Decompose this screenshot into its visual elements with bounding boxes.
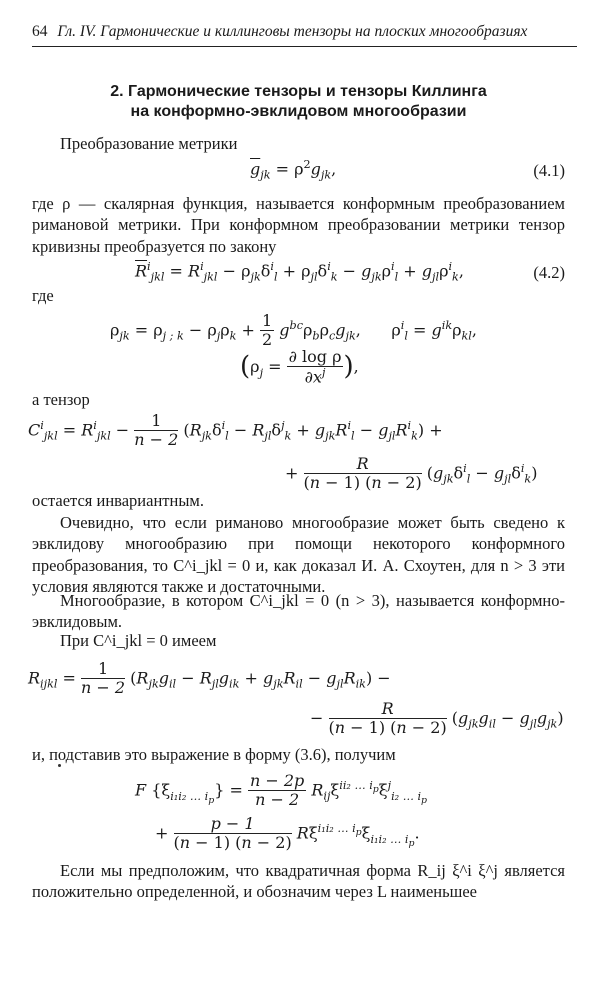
equation-form-line2: + $\frac{p - 1}{(n - 1) (n - 2)}$ $R\xi^{i_1i_2 \dots i_p}\xi_{i_1i_2 \dots i_p}$. xyxy=(155,814,420,853)
paragraph-positive-definite: Если мы предположим, что квадратичная форма R_ij ξ^i ξ^j является положительно определенной, и обозначим через L наименьшее xyxy=(32,861,565,902)
paragraph-intro: Преобразование метрики xyxy=(60,134,238,153)
equation-4-2: $\overline{R}^i_{jkl} = R^i_{jkl} - \rho_{jk}\delta^i_l + \rho_{jl}\delta^i_k - g_{jk}\rho^i_l + g_{jl}\rho^i_k$, xyxy=(135,260,464,284)
text-invariant: остается инвариантным. xyxy=(32,491,204,510)
running-title: Гл. IV. Гармонические и киллинговы тензоры на плоских многообразиях xyxy=(57,23,528,40)
equation-weyl-line1: $C^i_{jkl} = R^i_{jkl}$ − $\frac{1}{n - 2}$ $(R_{jk}\delta^i_l - R_{jl}\delta^j_k + g_{jk}R^i_l - g_{jl}R^i_k)$ + xyxy=(28,411,443,450)
paragraph-zero-weyl: При C^i_jkl = 0 имеем xyxy=(60,631,217,650)
equation-number-4-1: (4.1) xyxy=(533,161,565,180)
equation-rho-j: ($\rho_j$ = $\frac{\text{∂ log ρ}}{\partial x^j}$ ), xyxy=(240,347,359,387)
ink-dot xyxy=(58,764,61,767)
page-number: 64 xyxy=(32,23,48,40)
equation-number-4-2: (4.2) xyxy=(533,263,565,282)
text-gde: где xyxy=(32,286,54,305)
paragraph-definition: Многообразие, в котором C^i_jkl = 0 (n > 3), называется конформно-эвклидовым. xyxy=(32,591,565,632)
text-a-tenzor: а тензор xyxy=(32,390,90,409)
paragraph-conformal: где ρ — скалярная функция, называется конформным преобразованием римановой метрики. При конформном преобразовании метрики тензор кривизны преобразуется по закону xyxy=(32,194,565,256)
paragraph-schouten: Очевидно, что если риманово многообразие может быть сведено к эвклидову многообразию при помощи некоторого конформного преобразования, то C^i_jkl = 0 и, как доказал И. А. Схоутен, для n > 3 эти условия являются также и достаточными. xyxy=(32,513,565,597)
section-title-line2: на конформно-эвклидовом многообразии xyxy=(130,103,467,120)
section-title xyxy=(40,82,557,122)
paragraph-substitute: и, подставив это выражение в форму (3.6), получим xyxy=(32,745,396,764)
running-header xyxy=(32,22,577,47)
section-title-line1: 2. Гармонические тензоры и тензоры Киллинга xyxy=(110,83,487,100)
equation-form-line1: F $\{\xi_{i_1i_2 \dots i_p}\}$ = $\frac{n - 2p}{n - 2}$ $R_{ij}\xi^{ii_2 \dots i_p}\xi^j_{i_2 \dots i_p}$ xyxy=(135,771,428,810)
equation-4-1: $\overline{g}_{jk} = \rho^2g_{jk}$, xyxy=(250,158,337,182)
equation-rho-jk: $\rho_{jk} = \rho_{j ; k} - \rho_j\rho_k$ + $\frac{1}{2}$ $g^{bc}\rho_b\rho_cg_{jk}$, $\rho^i_l = g^{ik}\rho_{kl}$, xyxy=(110,311,477,350)
equation-riemann-line2: − $\frac{R}{(n - 1) (n - 2)}$ $(g_{jk}g_{il} - g_{jl}g_{jk})$ xyxy=(310,699,564,738)
equation-riemann-line1: $R_{ijkl}$ = $\frac{1}{n - 2}$ $(R_{jk}g_{il} - R_{jl}g_{ik} + g_{jk}R_{il} - g_{jl}R_{ik})$ − xyxy=(28,659,391,698)
equation-weyl-line2: + $\frac{R}{(n - 1) (n - 2)}$ $(g_{jk}\delta^i_l - g_{jl}\delta^i_k)$ xyxy=(285,454,538,493)
